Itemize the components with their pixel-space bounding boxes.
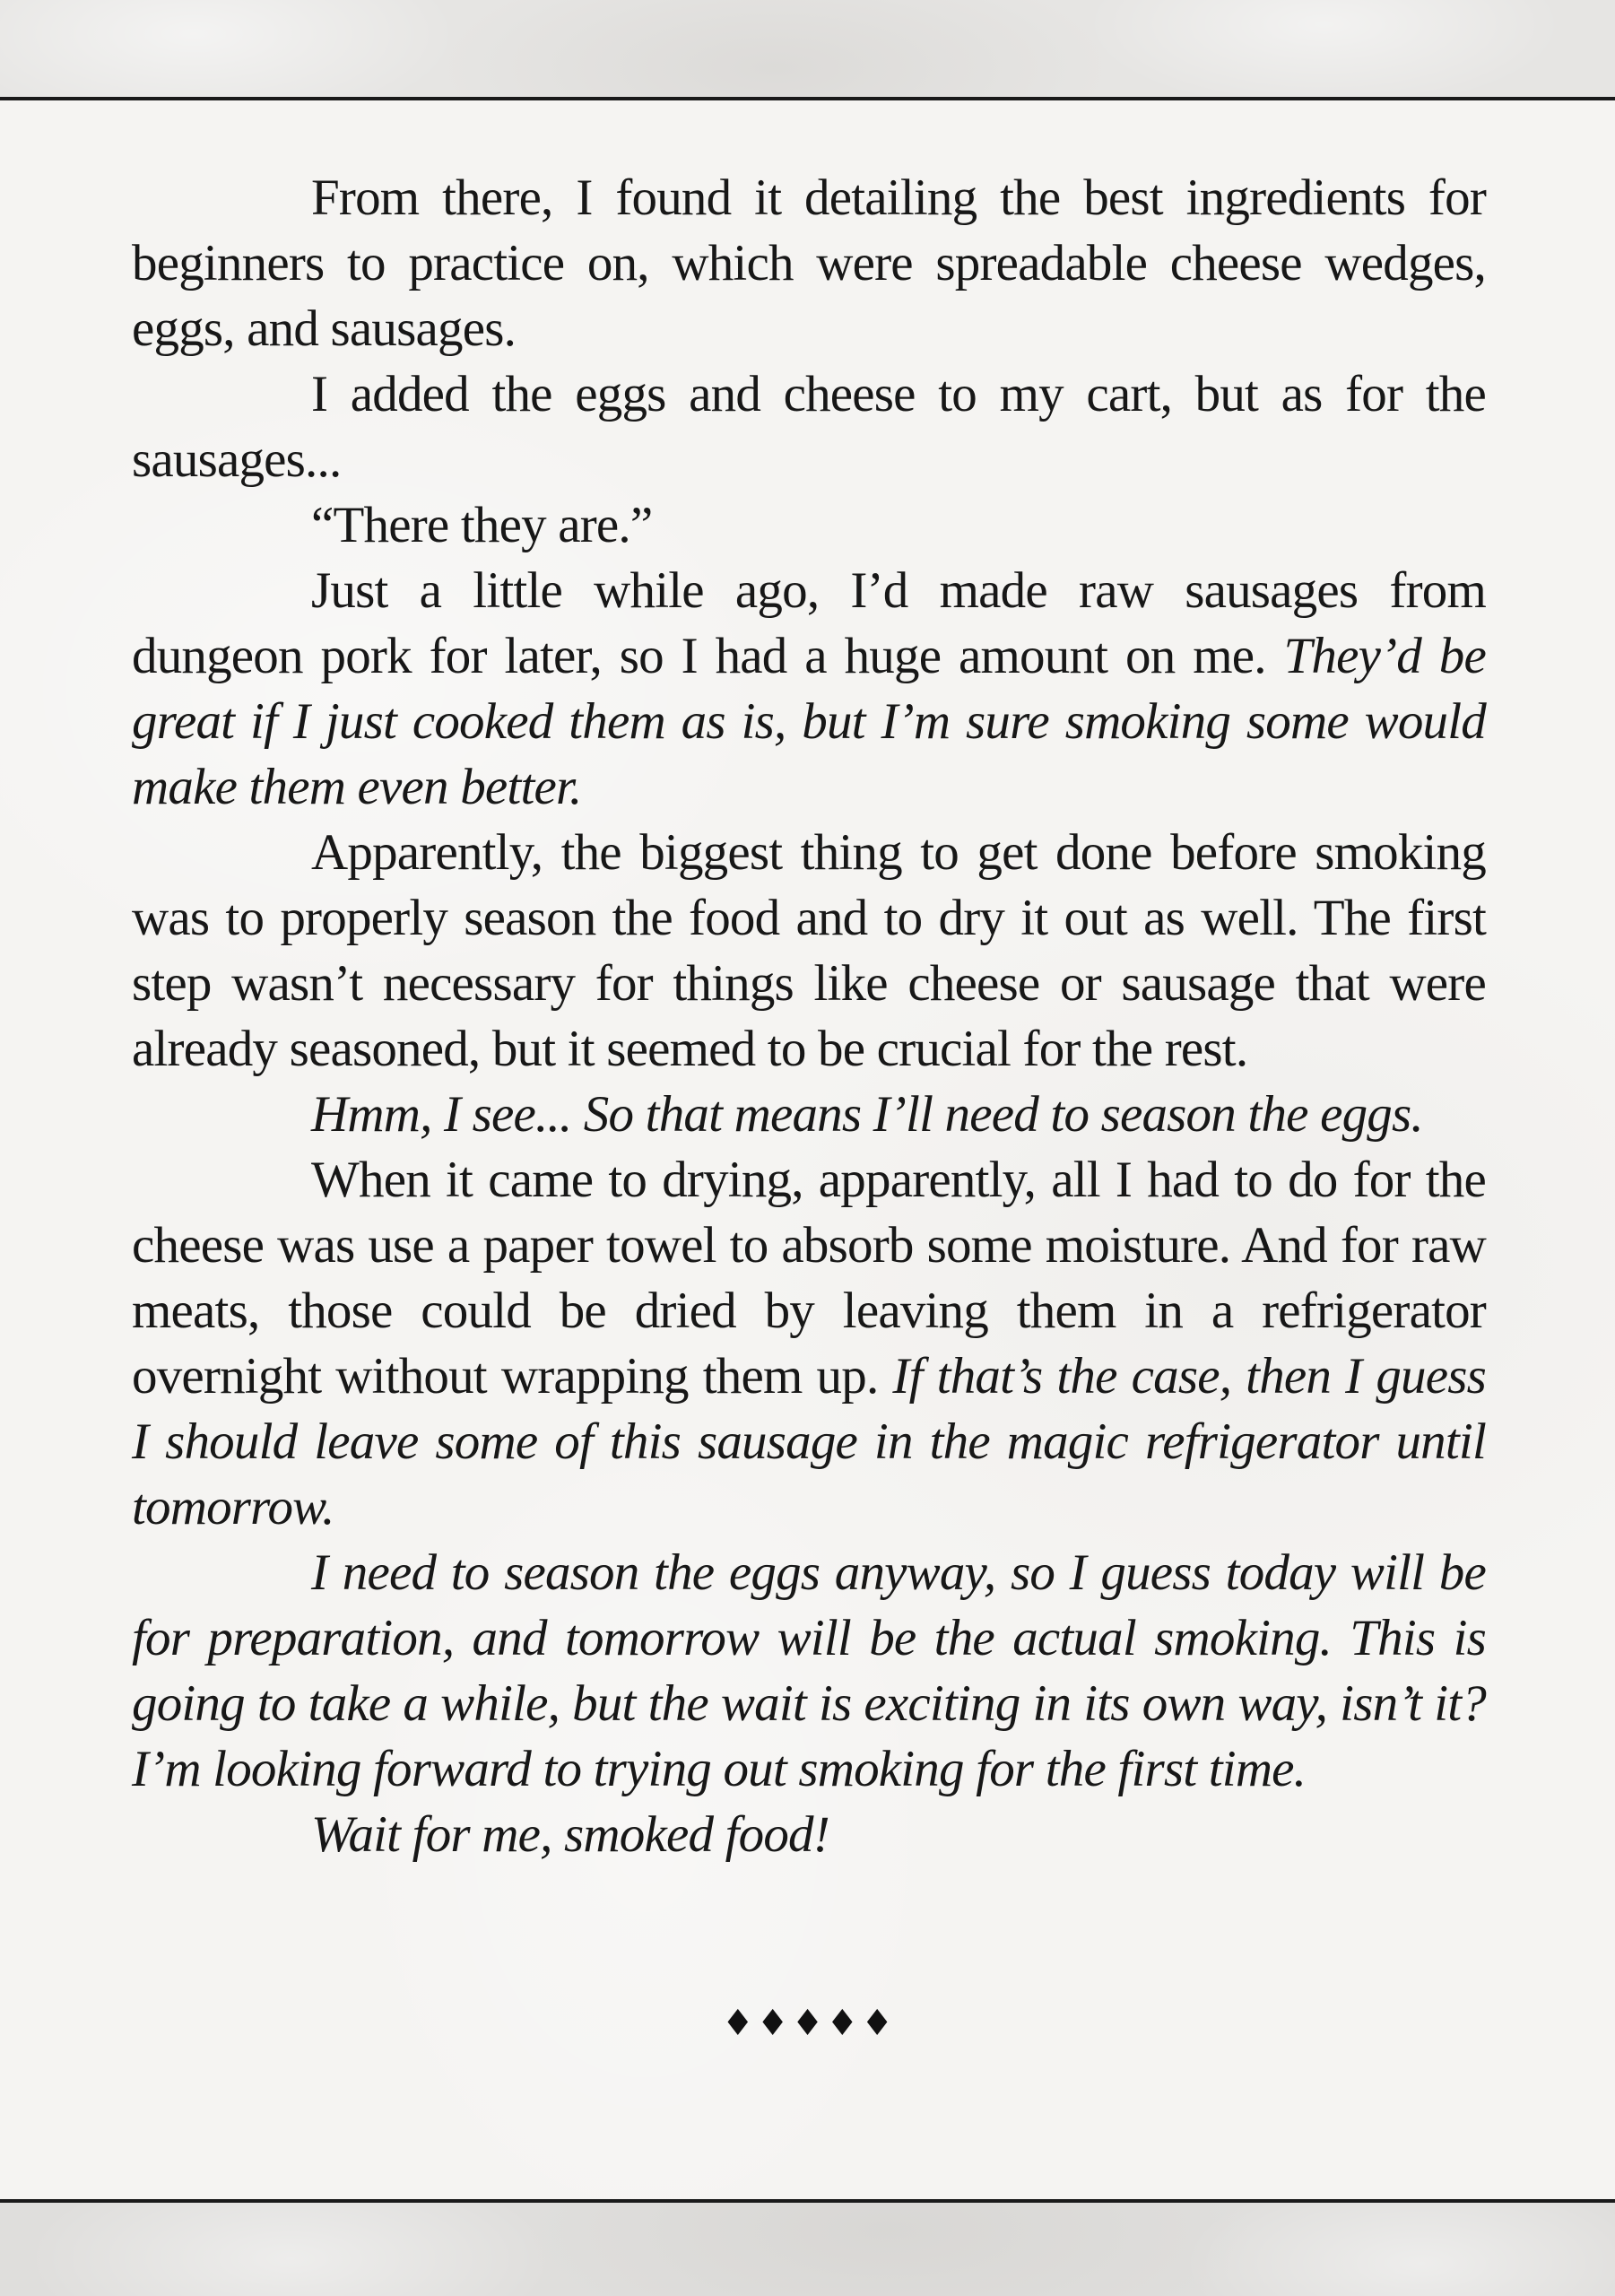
scene-break-separator: ♦♦♦♦♦ bbox=[721, 2003, 897, 2044]
paragraph bbox=[132, 558, 1486, 820]
page-bottom-margin-texture bbox=[0, 2203, 1615, 2296]
italic-text-run: They’d be great if I just cooked them as is, but I’m sure smoking some would make them even better. bbox=[132, 628, 1486, 815]
italic-text-run: I need to season the eggs anyway, so I guess today will be for preparation, and tomorrow will be the actual smoking. This is going to take a while, but the wait is exciting in its own way, isn’t it? I’m looking forward to trying out smoking for the first time. bbox=[132, 1544, 1486, 1797]
page-text bbox=[132, 165, 1486, 1867]
paragraph bbox=[132, 165, 1486, 361]
paragraph bbox=[132, 1802, 1486, 1867]
text-run: Just a little while ago, I’d made raw sausages from dungeon pork for later, so I had a huge amount on me. bbox=[132, 562, 1486, 684]
page-top-margin-texture bbox=[0, 0, 1615, 97]
paragraph bbox=[132, 820, 1486, 1082]
text-run: “There they are.” bbox=[311, 497, 653, 553]
paragraph bbox=[132, 361, 1486, 492]
italic-text-run: Hmm, I see... So that means I’ll need to season the eggs. bbox=[311, 1086, 1423, 1143]
paragraph bbox=[132, 1540, 1486, 1802]
italic-text-run: If that’s the case, then I guess I should leave some of this sausage in the magic refrigerator until tomorrow. bbox=[132, 1348, 1486, 1535]
top-rule bbox=[0, 97, 1615, 100]
italic-text-run: Wait for me, smoked food! bbox=[311, 1806, 829, 1863]
paragraph bbox=[132, 1082, 1486, 1147]
paragraph bbox=[132, 492, 1486, 558]
text-run: When it came to drying, apparently, all I had to do for the cheese was use a paper towel to absorb some moisture. And for raw meats, those could be dried by leaving them in a refrigerator overnight without wrapping them up. bbox=[132, 1152, 1486, 1405]
text-run: I added the eggs and cheese to my cart, but as for the sausages... bbox=[132, 366, 1486, 488]
text-run: From there, I found it detailing the best ingredients for beginners to practice on, which were spreadable cheese wedges, eggs, and sausages. bbox=[132, 170, 1486, 357]
paragraph bbox=[132, 1147, 1486, 1540]
text-run: Apparently, the biggest thing to get done before smoking was to properly season the food and to dry it out as well. The first step wasn’t necessary for things like cheese or sausage that were already seasoned, but it seemed to be crucial for the rest. bbox=[132, 824, 1486, 1077]
